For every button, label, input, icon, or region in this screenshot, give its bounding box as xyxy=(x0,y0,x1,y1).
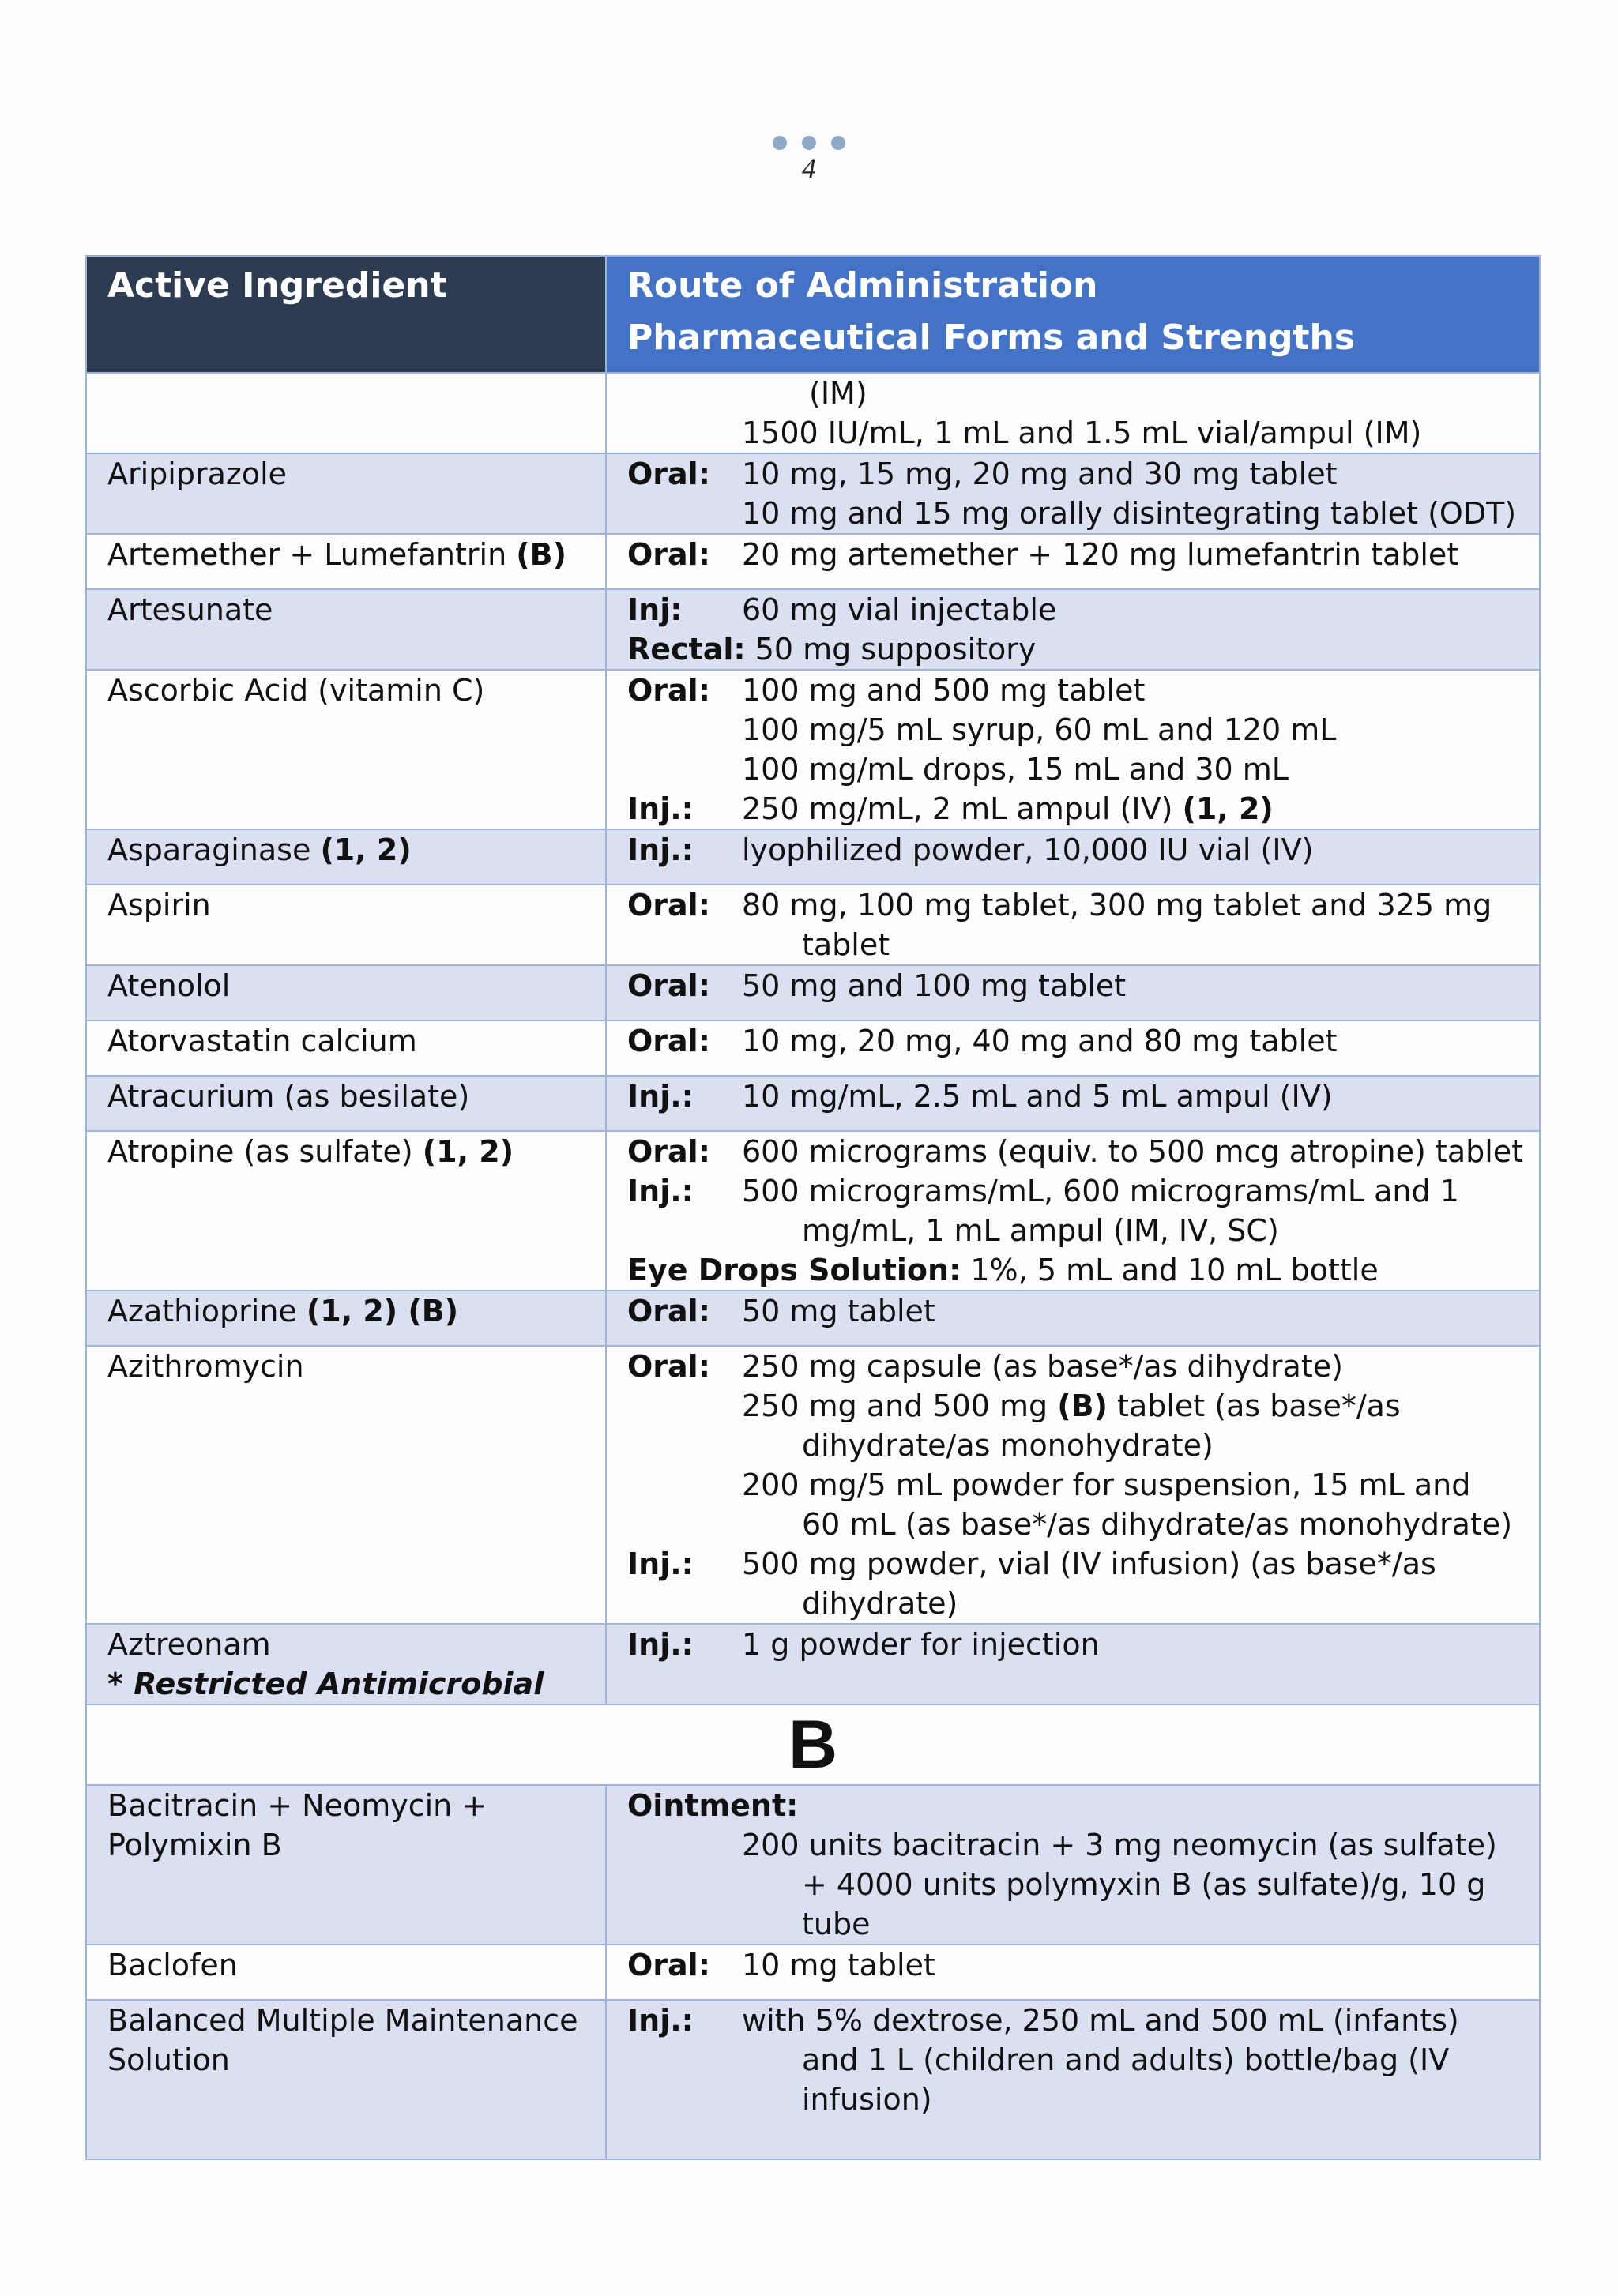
route-cell: Ointment: 200 units bacitracin + 3 mg neomycin (as sulfate) + 4000 units polymyxin B (as sulfate)/g, 10 g tube xyxy=(606,1785,1540,1945)
route-cell: Oral: 10 mg, 15 mg, 20 mg and 30 mg tablet 10 mg and 15 mg orally disintegrating tablet (ODT) xyxy=(606,453,1540,534)
table-row xyxy=(86,534,1540,589)
table-row xyxy=(86,453,1540,534)
page-number: 4 xyxy=(802,152,816,184)
ingredient-cell: Asparaginase (1, 2) xyxy=(86,829,606,885)
table-row xyxy=(86,1785,1540,1945)
table-row xyxy=(86,885,1540,965)
ingredient-cell: Bacitracin + Neomycin + Polymixin B xyxy=(86,1785,606,1945)
route-cell: Oral: 100 mg and 500 mg tablet 100 mg/5 mL syrup, 60 mL and 120 mL 100 mg/mL drops, 15 mL and 30 mL Inj.: 250 mg/mL, 2 mL ampul (IV) (1, 2) xyxy=(606,670,1540,829)
ingredient-cell: Aspirin xyxy=(86,885,606,965)
route-cell: Inj.: 10 mg/mL, 2.5 mL and 5 mL ampul (IV) xyxy=(606,1076,1540,1131)
ingredient-cell: Artesunate xyxy=(86,589,606,670)
ingredient-cell: Balanced Multiple Maintenance Solution xyxy=(86,2000,606,2159)
section-letter: B xyxy=(86,1704,1540,1785)
table-row xyxy=(86,373,1540,453)
table-row xyxy=(86,965,1540,1020)
route-cell: Oral: 20 mg artemether + 120 mg lumefantrin tablet xyxy=(606,534,1540,589)
ingredient-cell xyxy=(86,373,606,453)
ingredient-cell: Aripiprazole xyxy=(86,453,606,534)
header-active-ingredient: Active Ingredient xyxy=(86,256,606,373)
section-divider-row xyxy=(86,1704,1540,1785)
route-cell: Oral: 600 micrograms (equiv. to 500 mcg atropine) tablet Inj.: 500 micrograms/mL, 600 micrograms/mL and 1 mg/mL, 1 mL ampul (IM, IV, SC) Eye Drops Solution: 1%, 5 mL and 10 mL bottle xyxy=(606,1131,1540,1291)
table-row xyxy=(86,1346,1540,1624)
route-cell: Oral: 80 mg, 100 mg tablet, 300 mg tablet and 325 mg tablet xyxy=(606,885,1540,965)
route-cell: Oral: 50 mg tablet xyxy=(606,1291,1540,1346)
ingredient-cell: Artemether + Lumefantrin (B) xyxy=(86,534,606,589)
table-row xyxy=(86,1131,1540,1291)
ingredient-cell: Azathioprine (1, 2) (B) xyxy=(86,1291,606,1346)
table-row xyxy=(86,1624,1540,1704)
table-row xyxy=(86,1945,1540,2000)
route-cell: Oral: 50 mg and 100 mg tablet xyxy=(606,965,1540,1020)
table-row xyxy=(86,589,1540,670)
header-route-forms: Route of Administration Pharmaceutical Forms and Strengths xyxy=(606,256,1540,373)
route-cell: Oral: 10 mg tablet xyxy=(606,1945,1540,2000)
table-row xyxy=(86,2000,1540,2159)
ingredient-cell: Atropine (as sulfate) (1, 2) xyxy=(86,1131,606,1291)
ingredient-cell: Atracurium (as besilate) xyxy=(86,1076,606,1131)
ingredient-cell: Aztreonam * Restricted Antimicrobial xyxy=(86,1624,606,1704)
table-row xyxy=(86,1291,1540,1346)
table-row xyxy=(86,1076,1540,1131)
route-cell: Inj.: lyophilized powder, 10,000 IU vial (IV) xyxy=(606,829,1540,885)
formulary-table xyxy=(85,255,1541,2160)
table-row xyxy=(86,829,1540,885)
ingredient-cell: Azithromycin xyxy=(86,1346,606,1624)
route-cell: Oral: 250 mg capsule (as base*/as dihydrate) 250 mg and 500 mg (B) tablet (as base*/as dihydrate/as monohydrate) 200 mg/5 mL powder for suspension, 15 mL and 60 mL (as base*/as dihydrate/as monohydrate) Inj.: 500 mg powder, vial (IV infusion) (as base*/as dihydrate) xyxy=(606,1346,1540,1624)
table-row xyxy=(86,1020,1540,1076)
route-cell: (IM) 1500 IU/mL, 1 mL and 1.5 mL vial/ampul (IM) xyxy=(606,373,1540,453)
restricted-antimicrobial-note: * Restricted Antimicrobial xyxy=(107,1667,544,1701)
route-cell: Oral: 10 mg, 20 mg, 40 mg and 80 mg tablet xyxy=(606,1020,1540,1076)
table-row xyxy=(86,670,1540,829)
ingredient-cell: Ascorbic Acid (vitamin C) xyxy=(86,670,606,829)
route-cell: Inj: 60 mg vial injectable Rectal: 50 mg suppository xyxy=(606,589,1540,670)
route-cell: Inj.: 1 g powder for injection xyxy=(606,1624,1540,1704)
ingredient-cell: Atenolol xyxy=(86,965,606,1020)
ingredient-cell: Baclofen xyxy=(86,1945,606,2000)
ingredient-cell: Atorvastatin calcium xyxy=(86,1020,606,1076)
route-cell: Inj.: with 5% dextrose, 250 mL and 500 mL (infants) and 1 L (children and adults) bottle/bag (IV infusion) xyxy=(606,2000,1540,2159)
page-ornament-dots xyxy=(770,136,849,153)
